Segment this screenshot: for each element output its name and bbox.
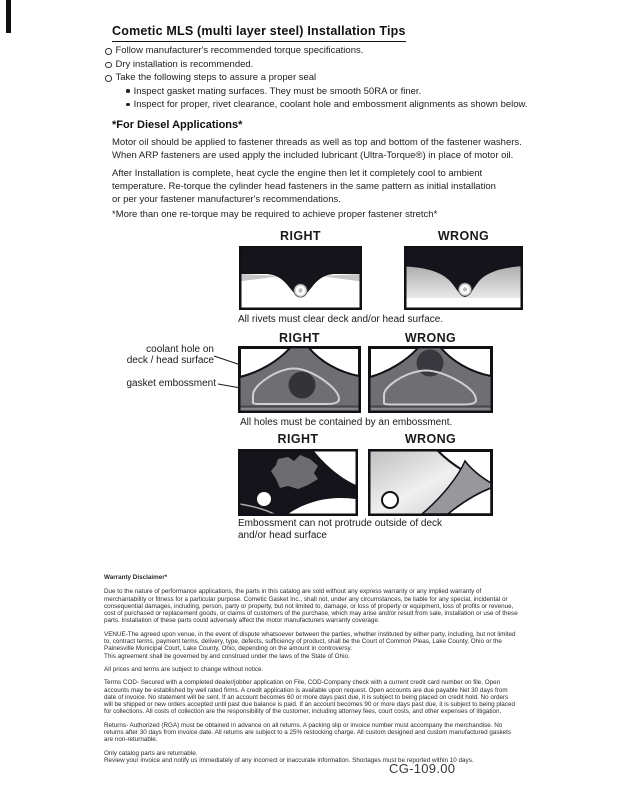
tips-list	[105, 44, 550, 112]
embossment-wrong-drawing	[368, 346, 493, 413]
figure2-wrong-label: WRONG	[404, 331, 457, 345]
circle-bullet-icon	[105, 62, 112, 69]
warranty-disclaimer-heading: Warranty Disclaimer*	[104, 574, 168, 581]
figure2-caption: All holes must be contained by an embossment.	[240, 417, 453, 428]
dot-bullet-icon	[126, 103, 130, 107]
diesel-paragraph-1	[112, 136, 542, 162]
page-number: CG-109.00	[389, 761, 456, 776]
list-item	[105, 44, 550, 58]
diesel-paragraph-2	[112, 167, 542, 206]
figure1-right-diagram	[239, 246, 362, 310]
paragraph-line: temperature. Re-torque the cylinder head fasteners in the same pattern as initial installation	[112, 181, 496, 192]
prices-notice: All prices and terms are subject to change without notice.	[104, 665, 264, 673]
page-title: Cometic MLS (multi layer steel) Installation Tips	[112, 24, 406, 42]
protrusion-wrong-drawing	[368, 449, 493, 516]
paragraph-line: or per your fastener manufacturer's recommendations.	[112, 194, 341, 205]
list-item	[105, 98, 550, 112]
catalog-parts-line: Only catalog parts are returnable.	[104, 749, 198, 757]
figure1-wrong-label: WRONG	[437, 229, 490, 243]
list-item	[105, 85, 550, 99]
figure1-right-label: RIGHT	[280, 229, 321, 243]
circle-bullet-icon	[105, 48, 112, 55]
rivet-clearance-right-drawing	[239, 246, 362, 310]
tip-text: Inspect for proper, rivet clearance, coolant hole and embossment alignments as shown below.	[133, 99, 528, 110]
circle-bullet-icon	[105, 75, 112, 82]
returns-paragraph: Returns- Authorized (RGA) must be obtained in advance on all returns. A packing slip or invoice number must accompany the merchandise. No returns after 30 days from invoice date. All returns are subject to a 25% restocking charge. All custom designed and custom manufactured gaskets are non-returnable.	[104, 721, 512, 744]
tip-text: Take the following steps to assure a proper seal	[115, 72, 317, 83]
list-item	[105, 71, 550, 85]
caption-line: and/or head surface	[238, 529, 327, 541]
venue-paragraph: VENUE-The agreed upon venue, in the event of dispute whatsoever between the parties, whether instituted by either party, including, but not limited to, contract terms, payment terms, delivery, type, defects, sufficiency of product, shall be the Court of Common Pleas, Lake County, Ohio or the Painesville Municipal Court, Lake County, Ohio, depending on the amount in controversy.	[104, 630, 516, 653]
tip-text: Follow manufacturer's recommended torque specifications.	[115, 45, 364, 56]
warranty-paragraph: Due to the nature of performance applications, the parts in this catalog are sold without any express warranty or any implied warranty of merchantability or fitness for a particular purpose. Cometic Gasket Inc., shall not, under any circumstances, be liable for any special, incidental or consequential damages, including, person, party or property, but not limited to, damage, or loss of property or equipment, loss of profits or revenue, cost of purchased or replacement goods, or claims of customers of the purchase, which may arise and/or result from sale, installation or use of these parts. Installation of these parts could adversely affect the motor manufacturers warranty coverage.	[104, 588, 518, 625]
list-item	[105, 58, 550, 72]
figure3-wrong-diagram	[368, 449, 493, 516]
tip-text: Inspect gasket mating surfaces. They must be smooth 50RA or finer.	[133, 85, 422, 97]
retorque-note: *More than one re-torque may be required to achieve proper fastener stretch*	[112, 209, 438, 220]
governing-law-line: This agreement shall be governed by and construed under the laws of the State of Ohio.	[104, 652, 350, 660]
terms-cod-paragraph: Terms COD- Secured with a completed dealer/jobber application on File, COD-Company check with a current credit card number on file. Open accounts may be established by well rated firms. A credit application is available upon request. Open accounts are due payable Net 30 days from date of invoice. No statement will be sent. If an account becomes 60 or more days past due, it is subject to being placed on credit hold. No orders will be shipped or new orders accepted until past due balance is paid. If an account becomes 90 or more days past due, it is subject to being placed for collections. All costs of collection are the responsibility of the customer, including attorney fees, court costs, and other expenses of litigation.	[104, 679, 515, 716]
gasket-embossment-callout: gasket embossment	[126, 378, 216, 389]
embossment-right-drawing	[238, 346, 361, 413]
figure3-wrong-label: WRONG	[404, 432, 457, 446]
diesel-heading: *For Diesel Applications*	[112, 119, 243, 131]
review-invoice-line: Review your invoice and notify us immediately of any incorrect or inaccurate information. Shortages must be reported within 10 days.	[104, 756, 474, 764]
figure3-right-label: RIGHT	[277, 432, 319, 446]
figure2-wrong-diagram	[368, 346, 493, 413]
callout-line: coolant hole on	[146, 344, 214, 355]
callout-line: deck / head surface	[126, 355, 214, 366]
figure3-right-diagram	[238, 449, 358, 516]
dot-bullet-icon	[126, 89, 130, 93]
paragraph-line: When ARP fasteners are used apply the included lubricant (Ultra-Torque®) in place of motor oil.	[112, 150, 514, 161]
paragraph-line: After Installation is complete, heat cycle the engine then let it completely cool to ambient	[112, 168, 483, 179]
rivet-clearance-wrong-drawing	[404, 246, 523, 310]
figure1-wrong-diagram	[404, 246, 523, 310]
protrusion-right-drawing	[238, 449, 358, 516]
tip-text: Dry installation is recommended.	[115, 58, 254, 70]
figure2-right-label: RIGHT	[279, 331, 320, 345]
caption-line: Embossment can not protrude outside of deck	[238, 518, 443, 529]
figure1-caption: All rivets must clear deck and/or head surface.	[238, 314, 444, 325]
figure3-caption	[238, 518, 478, 541]
figure2-right-diagram	[238, 346, 361, 413]
paragraph-line: Motor oil should be applied to fastener threads as well as top and bottom of the fastener washers.	[112, 137, 522, 148]
legal-block	[104, 574, 518, 770]
registration-mark	[6, 0, 11, 33]
